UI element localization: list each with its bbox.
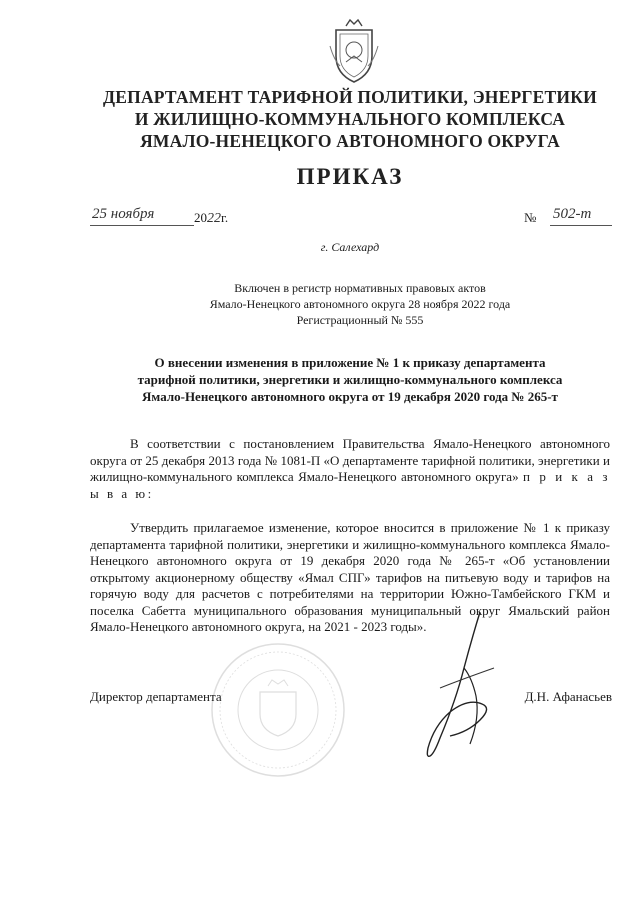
registry-note <box>60 280 640 328</box>
command-word: п р и к а з ы в а ю: <box>90 469 611 501</box>
subject-line: О внесении изменения в приложение № 1 к приказу департамента <box>154 355 546 370</box>
registry-line: Ямало-Ненецкого автономного округа 28 ноября 2022 года <box>209 297 511 311</box>
preamble-text: В соответствии с постановлением Правительства Ямало-Ненецкого автономного округа от 25 декабря 2013 года № 1081-П «О департаменте тарифной политики, энергетики и жилищно-коммунального комплекса Ямало-Ненецкого автономного округа» <box>90 436 610 484</box>
department-line: ЯМАЛО-НЕНЕЦКОГО АВТОНОМНОГО ОКРУГА <box>140 131 560 151</box>
signatory-position: Директор департамента <box>90 689 222 704</box>
order-year-handwritten: 22 <box>207 211 221 226</box>
department-line: ДЕПАРТАМЕНТ ТАРИФНОЙ ПОЛИТИКИ, ЭНЕРГЕТИКИ <box>103 87 597 107</box>
subject-line: Ямало-Ненецкого автономного округа от 19 декабря 2020 года № 265-т <box>142 389 558 404</box>
order-subject <box>90 354 610 405</box>
department-name <box>70 86 630 152</box>
registry-line: Регистрационный № 555 <box>296 313 424 327</box>
order-year-printed: 20 <box>194 210 207 225</box>
city: г. Салехард <box>320 240 380 254</box>
resolution-paragraph <box>90 520 610 636</box>
coat-of-arms-icon <box>326 16 382 86</box>
signatory-name: Д.Н. Афанасьев <box>524 689 612 704</box>
order-number-handwritten: 502-т <box>553 206 592 222</box>
department-line: И ЖИЛИЩНО-КОММУНАЛЬНОГО КОМПЛЕКСА <box>134 109 566 129</box>
order-date-handwritten: 25 ноября <box>92 206 155 222</box>
subject-line: тарифной политики, энергетики и жилищно-коммунального комплекса <box>137 372 563 387</box>
order-year-suffix: г. <box>221 210 229 225</box>
number-underline <box>550 225 612 226</box>
order-year <box>194 210 228 227</box>
document-title: ПРИКАЗ <box>296 164 404 189</box>
handwritten-signature-icon <box>410 608 510 760</box>
registry-line: Включен в регистр нормативных правовых актов <box>234 281 486 295</box>
resolution-text: Утвердить прилагаемое изменение, которое вносится в приложение № 1 к приказу департамента тарифной политики, энергетики и жилищно-коммунального комплекса Ямало-Ненецкого автономного округа от 19 декабря 2020 года № 265-т «Об установлении открытому акционерному обществу «Ямал СПГ» тарифов на питьевую воду и тарифов на горячую воду для расчетов с потребителями на территории Южно-Тамбейского ГКМ и поселка Сабетта муниципального образования муниципальный округ Ямальский район Ямало-Ненецкого автономного округа, на 2021 - 2023 годы». <box>90 520 610 634</box>
date-underline <box>90 225 194 226</box>
preamble-paragraph <box>90 436 610 502</box>
official-seal-icon <box>208 640 348 780</box>
order-number-label: № <box>524 210 537 225</box>
